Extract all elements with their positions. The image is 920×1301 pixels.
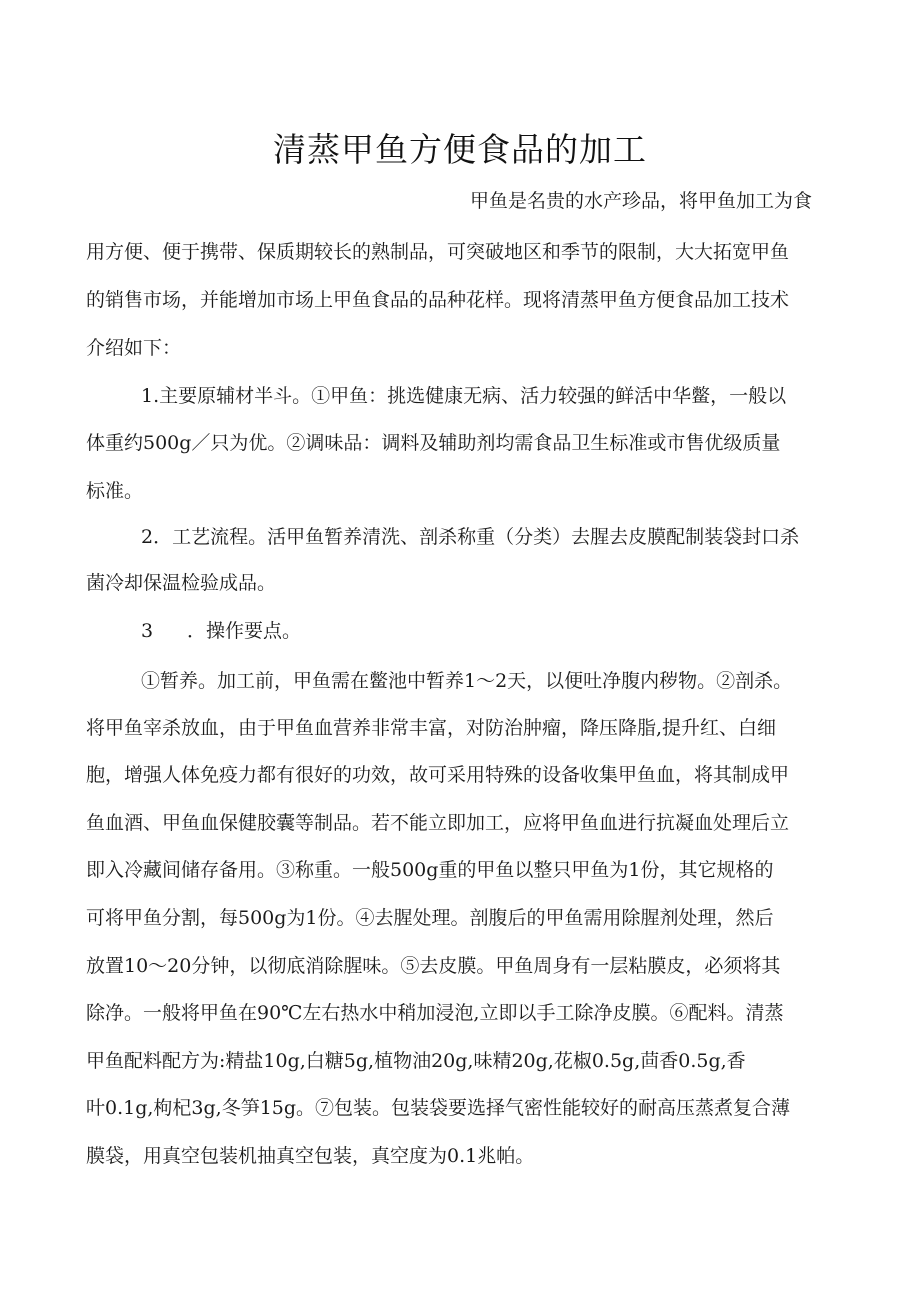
section-3-line-3: 胞，增强人体免疫力都有很好的功效，故可采用特殊的设备收集甲鱼血，将其制成甲 <box>86 764 790 786</box>
section-3-line-1: ①暂养。加工前，甲鱼需在鳖池中暂养1～2天，以便吐净腹内秽物。②剖杀。 <box>141 670 793 692</box>
section-1-line-2: 体重约500g／只为优。②调味品：调料及辅助剂均需食品卫生标准或市售优级质量 <box>86 432 781 454</box>
section-3-number: 3 <box>141 620 154 642</box>
section-3-line-9: 甲鱼配料配方为:精盐10g,白糖5g,植物油20g,味精20g,花椒0.5g,茴香0.5g,香 <box>86 1050 746 1072</box>
section-3-heading <box>141 616 301 646</box>
section-3-line-5: 即入冷藏间储存备用。③称重。一般500g重的甲鱼以整只甲鱼为1份，其它规格的 <box>86 859 774 881</box>
intro-line-1: 甲鱼是名贵的水产珍品，将甲鱼加工为食 <box>470 190 813 212</box>
section-3-line-11: 膜袋，用真空包装机抽真空包装，真空度为0.1兆帕。 <box>86 1145 535 1167</box>
section-3-line-7: 放置10～20分钟，以彻底消除腥味。⑤去皮膜。甲鱼周身有一层粘膜皮，必须将其 <box>86 955 781 977</box>
section-3-line-8: 除净。一般将甲鱼在90℃左右热水中稍加浸泡,立即以手工除净皮膜。⑥配料。清蒸 <box>86 1002 784 1024</box>
section-2-line-2: 菌冷却保温检验成品。 <box>86 572 277 594</box>
section-3-label: ．操作要点。 <box>187 620 302 642</box>
section-3-line-10: 叶0.1g,枸杞3g,冬笋15g。⑦包装。包装袋要选择气密性能较好的耐高压蒸煮复合薄 <box>86 1097 791 1119</box>
section-2-line-1: 2．工艺流程。活甲鱼暂养清洗、剖杀称重（分类）去腥去皮膜配制装袋封口杀 <box>141 526 800 548</box>
section-3-line-4: 鱼血酒、甲鱼血保健胶囊等制品。若不能立即加工，应将甲鱼血进行抗凝血处理后立 <box>86 812 790 834</box>
intro-line-4: 介绍如下： <box>86 337 182 359</box>
section-1-line-1: 1.主要原辅材半斗。①甲鱼：挑选健康无病、活力较强的鲜活中华鳖，一般以 <box>141 385 787 407</box>
section-3-line-2: 将甲鱼宰杀放血，由于甲鱼血营养非常丰富，对防治肿瘤，降压降脂,提升红、白细 <box>86 717 777 739</box>
intro-line-3: 的销售市场，并能增加市场上甲鱼食品的品种花样。现将清蒸甲鱼方便食品加工技术 <box>86 289 790 311</box>
section-1-line-3: 标准。 <box>86 480 144 502</box>
intro-line-2: 用方便、便于携带、保质期较长的熟制品，可突破地区和季节的限制，大大拓宽甲鱼 <box>86 241 790 263</box>
document-title: 清蒸甲鱼方便食品的加工 <box>273 130 647 169</box>
section-3-line-6: 可将甲鱼分割，每500g为1份。④去腥处理。剖腹后的甲鱼需用除腥剂处理，然后 <box>86 907 774 929</box>
